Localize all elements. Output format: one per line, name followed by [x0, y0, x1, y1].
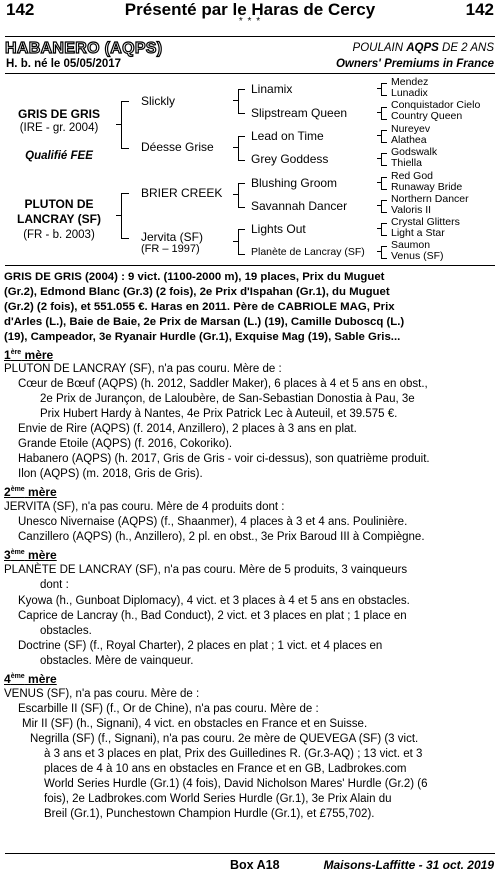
bracket-g3-6-stem — [377, 205, 381, 206]
sire-record-line3: (Gr.2) (2 fois), et 551.055 €. Haras en 2011. Père de CABRIOLE MAG, Prix — [4, 301, 395, 313]
gen4-10: Runaway Bride — [391, 181, 463, 193]
gen4-6: Alathea — [391, 134, 427, 146]
bracket-g2-1 — [238, 89, 245, 114]
horse-sex-label: POULAIN AQPS DE 2 ANS — [352, 42, 494, 54]
section1-line4: Envie de Rire (AQPS) (f. 2014, Anzillero), 2 places à 3 ans en plat. — [18, 423, 357, 435]
section3-title: 3ème mère — [4, 548, 57, 562]
sale-location-date: Maisons-Laffitte - 31 oct. 2019 — [323, 858, 494, 872]
sire-record-line1: GRIS DE GRIS (2004) : 9 vict. (1100-2000 m), 19 places, Prix du Muguet — [4, 271, 385, 283]
gen4-16: Venus (SF) — [391, 250, 444, 262]
section3-line2: Caprice de Lancray (h., Bad Conduct), 2 vict. et 3 places en plat ; 1 place en — [18, 610, 407, 622]
section3-intro1: PLANÈTE DE LANCRAY (SF), n'a pas couru. Mère de 5 produits, 3 vainqueurs — [4, 564, 408, 576]
bracket-g3-5-stem — [377, 182, 381, 183]
section3-line4: Doctrine (SF) (f., Royal Charter), 2 places en plat ; 1 vict. et 4 places en — [18, 640, 383, 652]
sire-origin: (IRE - gr. 2004) — [19, 122, 99, 134]
section4-line4: à 3 ans et 3 places en plat, Prix des Guilledines R. (Gr.3-AQ) ; 13 vict. et 3 — [44, 748, 423, 760]
gen2-sire-dam: Déesse Grise — [141, 140, 214, 154]
horse-name: HABANERO (AQPS) — [5, 40, 163, 57]
bracket-g3-8 — [381, 246, 387, 259]
section3-intro2: dont : — [40, 579, 69, 591]
section1-line7: Ilon (AQPS) (m. 2018, Gris de Gris). — [18, 468, 203, 480]
bracket-g3-7-stem — [377, 228, 381, 229]
section1-line5: Grande Etoile (AQPS) (f. 2016, Cokoriko). — [18, 438, 233, 450]
sire-record-line2: (Gr.2), Edmond Blanc (Gr.3) (2 fois), 2e Prix d'Ispahan (Gr.1), du Muguet — [4, 286, 390, 298]
section1-line3: Prix Hubert Hardy à Nantes, 4e Prix Patrick Lec à Auteuil, et 39.575 €. — [40, 408, 398, 420]
gen3-7: Lights Out — [251, 222, 306, 236]
bracket-g2-2 — [238, 136, 245, 161]
page-number-left: 142 — [6, 0, 35, 19]
bracket-g2-3-stem — [233, 194, 238, 195]
gen3-3: Lead on Time — [251, 129, 324, 143]
bracket-g3-1-stem — [377, 88, 381, 89]
section1-intro: PLUTON DE LANCRAY (SF), n'a pas couru. Mère de : — [4, 363, 282, 375]
section4-line3: Negrilla (SF) (f., Signani), n'a pas couru. 2e mère de QUEVEGA (SF) (3 vict. — [30, 733, 419, 745]
bracket-g3-2-stem — [377, 112, 381, 113]
gen3-1: Linamix — [251, 82, 293, 96]
section3-line3: obstacles. — [40, 625, 92, 637]
dam-origin: (FR - b. 2003) — [23, 229, 95, 241]
gen4-12: Valoris II — [391, 204, 432, 216]
gen2-sire-sire: Slickly — [141, 94, 176, 108]
gen4-4: Country Queen — [391, 110, 463, 122]
gen3-4: Grey Goddess — [251, 152, 329, 166]
owners-premiums: Owners' Premiums in France — [335, 58, 494, 70]
section4-line2: Mir II (SF) (h., Signani), 4 vict. en obstacles en France et en Suisse. — [22, 718, 368, 730]
bracket-sire-stem — [116, 124, 121, 125]
box-number: Box A18 — [230, 858, 280, 872]
section4-line8: Breil (Gr.1), Punchestown Champion Hurdle (Gr.1), et £755,702). — [44, 808, 375, 820]
section1-title: 1ère mère — [4, 348, 54, 362]
header-rule-bottom — [5, 73, 495, 74]
gen4-3: Conquistador Cielo — [391, 99, 481, 111]
header-rule-top — [5, 36, 495, 37]
bracket-g2-2-stem — [233, 147, 238, 148]
page-number-right: 142 — [465, 0, 494, 19]
sire-note: Qualifié FEE — [25, 150, 93, 162]
bracket-g3-3 — [381, 130, 387, 143]
bracket-g2-1-stem — [233, 100, 238, 101]
bracket-g2-4-stem — [233, 241, 238, 242]
page-title: Présenté par le Haras de Cercy — [124, 0, 376, 19]
gen3-8: Planète de Lancray (SF) — [251, 246, 365, 258]
bracket-g3-2 — [381, 107, 387, 120]
gen3-2: Slipstream Queen — [251, 106, 348, 120]
gen4-14: Light a Star — [391, 227, 445, 239]
sire-record-line4: d'Arles (L.), Baie de Baie, 2e Prix de Marsan (L.) (19), Camille Duboscq (L.) — [4, 316, 405, 328]
section4-line5: places de 4 à 10 ans en obstacles en France et en GB, Ladbrokes.com — [44, 763, 407, 775]
section2-line2: Canzillero (AQPS) (h., Anzillero), 2 pl. en obst., 3e Prix Baroud III à Compiègne. — [18, 531, 425, 543]
gen2-dam-dam-origin: (FR – 1997) — [141, 243, 200, 255]
bracket-g3-7 — [381, 223, 387, 236]
bracket-g2-3 — [238, 183, 245, 208]
gen3-5: Blushing Groom — [251, 176, 338, 190]
gen4-5: Nureyev — [391, 123, 431, 135]
gen4-8: Thiella — [391, 157, 422, 169]
bracket-g3-8-stem — [377, 251, 381, 252]
section4-intro: VENUS (SF), n'a pas couru. Mère de : — [4, 688, 200, 700]
gen4-11: Northern Dancer — [391, 193, 469, 205]
dam-name-line2: LANCRAY (SF) — [16, 212, 101, 226]
section1-line6: Habanero (AQPS) (h. 2017, Gris de Gris - voir ci-dessus), son quatrième produit. — [18, 453, 430, 465]
gen2-dam-sire: BRIER CREEK — [141, 186, 223, 200]
bracket-dam — [121, 193, 129, 239]
bracket-g3-1 — [381, 83, 387, 96]
section2-title: 2ème mère — [4, 485, 57, 499]
sire-name: GRIS DE GRIS — [17, 107, 100, 121]
bracket-sire — [121, 101, 129, 149]
bracket-g3-4-stem — [377, 158, 381, 159]
section1-line2: 2e Prix de Jurançon, de Laloubère, de San-Sebastian Donostia à Pau, 3e — [40, 393, 415, 405]
section4-line1: Escarbille II (SF) (f., Or de Chine), n'a pas couru. Mère de : — [18, 703, 319, 715]
gen4-13: Crystal Glitters — [391, 216, 460, 228]
gen3-6: Savannah Dancer — [251, 199, 348, 213]
bracket-g3-4 — [381, 153, 387, 166]
gen4-2: Lunadix — [391, 87, 428, 99]
horse-birth: H. b. né le 05/05/2017 — [6, 58, 122, 70]
bracket-g3-5 — [381, 177, 387, 190]
gen4-7: Godswalk — [391, 146, 438, 158]
section2-intro: JERVITA (SF), n'a pas couru. Mère de 4 produits dont : — [4, 501, 285, 513]
pedigree-rule — [5, 265, 495, 266]
gen4-1: Mendez — [391, 76, 429, 88]
gen4-9: Red God — [391, 170, 434, 182]
dam-name-line1: PLUTON DE — [24, 197, 94, 211]
footer-rule — [5, 853, 495, 854]
header-stars: * * * — [238, 16, 262, 27]
section1-line1: Cœur de Bœuf (AQPS) (h. 2012, Saddler Maker), 6 places à 4 et 5 ans en obst., — [18, 378, 428, 390]
bracket-g2-4 — [238, 229, 245, 255]
section4-line6: World Series Hurdle (Gr.1) (4 fois), David Nicholson Mares' Hurdle (Gr.2) (6 — [44, 778, 428, 790]
section2-line1: Unesco Nivernaise (AQPS) (f., Shaanmer), 4 places à 3 et 4 ans. Poulinière. — [18, 516, 408, 528]
section4-line7: fois), 2e Ladbrokes.com World Series Hurdle (Gr.1), 3e Prix Alain du — [44, 793, 392, 805]
bracket-g3-6 — [381, 200, 387, 213]
section4-title: 4ème mère — [4, 672, 57, 686]
bracket-dam-stem — [116, 215, 121, 216]
gen4-15: Saumon — [391, 239, 431, 251]
bracket-g3-3-stem — [377, 135, 381, 136]
sire-record-line5: (19), Campeador, 3e Ryanair Hurdle (Gr.1), Exquise Mag (19), Sable Gris... — [4, 331, 401, 343]
gen2-dam-dam: Jervita (SF) — [141, 230, 204, 244]
section3-line1: Kyowa (h., Gunboat Diplomacy), 4 vict. et 3 places à 4 et 5 ans en obstacles. — [18, 595, 410, 607]
section3-line5: obstacles. Mère de vainqueur. — [40, 655, 194, 667]
